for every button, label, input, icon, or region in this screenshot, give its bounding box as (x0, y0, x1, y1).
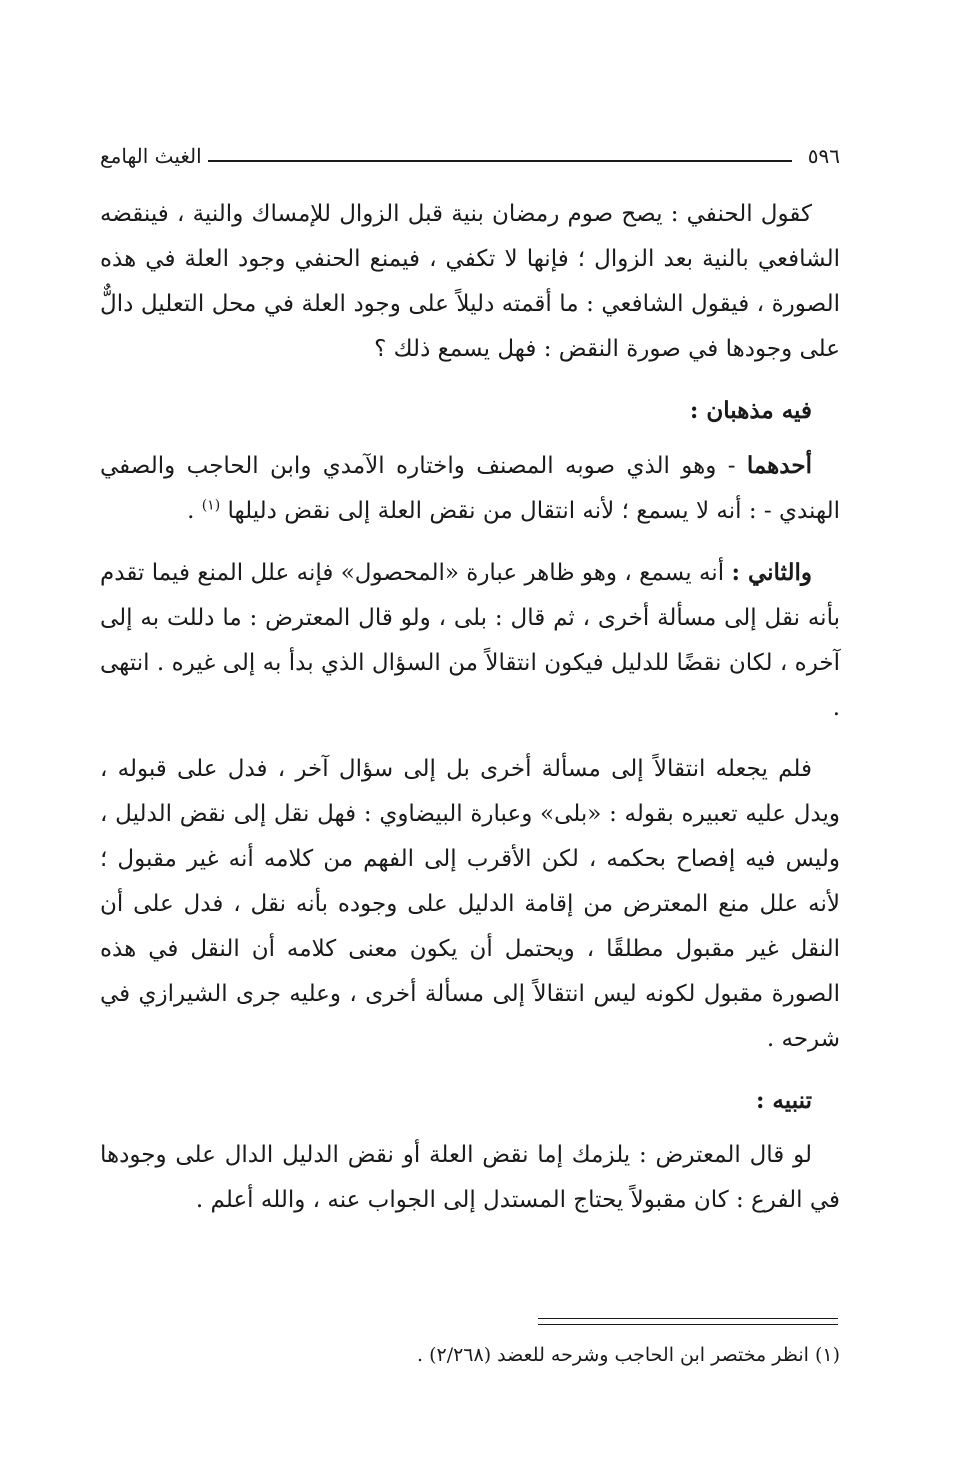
paragraph-end: . (187, 498, 202, 524)
section-heading: فيه مذهبان : (689, 397, 812, 424)
lead-term: أحدهما (746, 452, 812, 479)
book-title: الغيث الهامع (100, 144, 202, 168)
running-header (100, 140, 840, 174)
page-number: ٥٩٦ (807, 144, 840, 168)
footnote-ref: (١) (201, 497, 221, 514)
main-text (100, 192, 840, 1239)
footnote-separator (538, 1318, 838, 1319)
paragraph: فلم يجعله انتقالاً إلى مسألة أخرى بل إلى سؤال آخر ، فدل على قبوله ، ويدل عليه تعبيره بقوله : «بلى» وعبارة البيضاوي : فهل نقل إلى نقض الدليل ، وليس فيه إفصاح بحكمه ، لكن الأقرب إلى الفهم من كلامه أنه غير مقبول ؛ لأنه علل منع المعترض من إقامة الدليل على وجوده بأنه نقل ، فدل على أن النقل غير مقبول مطلقًا ، ويحتمل أن يكون معنى كلامه أن النقل في هذه الصورة مقبول لكونه ليس انتقالاً إلى مسألة أخرى ، وعليه جرى الشيرازي في شرحه . (100, 756, 840, 1052)
footnote: (١) انظر مختصر ابن الحاجب وشرحه للعضد (٢/٢٦٨) . (416, 1344, 840, 1366)
section-heading: تنبيه : (755, 1087, 812, 1114)
paragraph (100, 550, 840, 731)
footnote-separator (538, 1324, 838, 1325)
paragraph-text: أنه يسمع ، وهو ظاهر عبارة «المحصول» فإنه علل المنع فيما تقدم بأنه نقل إلى مسألة أخرى ، ثم قال : بلى ، ولو قال المعترض : ما دللت به إلى آخره ، لكان نقضًا للدليل فيكون انتقالاً من السؤال الذي بدأ به إلى غيره . انتهى . (100, 560, 840, 721)
header-rule (208, 160, 792, 162)
paragraph: لو قال المعترض : يلزمك إما نقض العلة أو نقض الدليل الدال على وجودها في الفرع : كان مقبولاً يحتاج المستدل إلى الجواب عنه ، والله أعلم . (100, 1142, 840, 1213)
paragraph: كقول الحنفي : يصح صوم رمضان بنية قبل الزوال للإمساك والنية ، فينقضه الشافعي بالنية بعد الزوال ؛ فإنها لا تكفي ، فيمنع الحنفي وجود العلة في هذه الصورة ، فيقول الشافعي : ما أقمته دليلاً على وجود العلة في محل التعليل دالٌّ على وجودها في صورة النقض : فهل يسمع ذلك ؟ (100, 201, 840, 362)
paragraph (100, 443, 840, 534)
lead-term: والثاني : (731, 559, 812, 586)
paragraph-text: - وهو الذي صوبه المصنف واختاره الآمدي وابن الحاجب والصفي الهندي - : أنه لا يسمع ؛ لأنه انتقال من نقض العلة إلى نقض دليلها (100, 453, 840, 524)
